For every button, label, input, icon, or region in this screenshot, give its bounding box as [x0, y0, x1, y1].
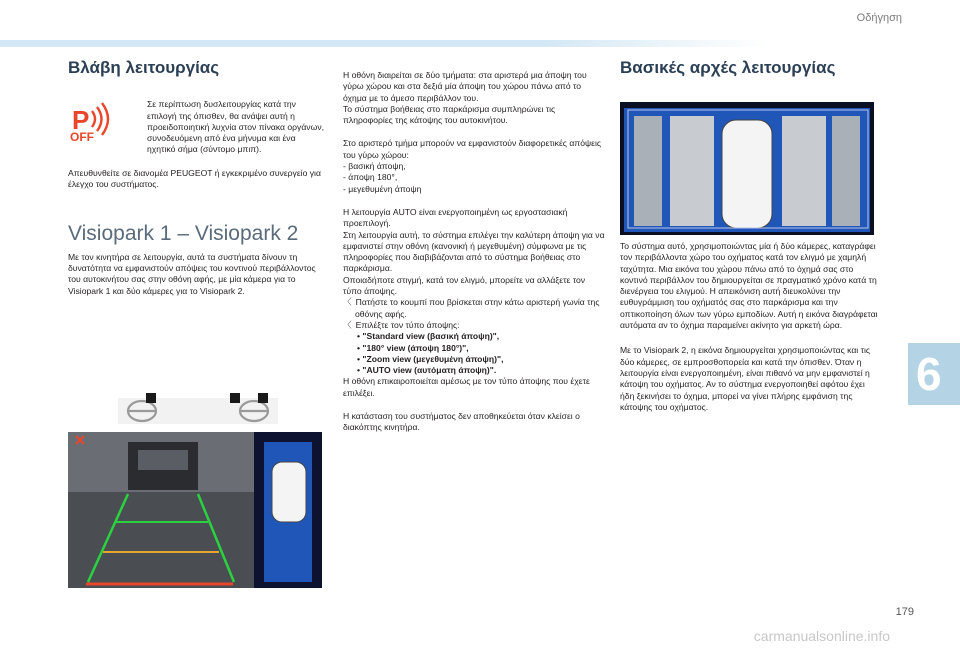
view-option: • "Zoom view (μεγεθυμένη άποψη)",	[357, 353, 504, 364]
off-label: OFF	[70, 130, 94, 145]
screen-split-text: Η οθόνη διαιρείται σε δύο τμήματα: στα αριστερά μια άποψη του γύρω χώρου και στα δεξιά μία άποψη του χώρου πάνω από το όχημα με το άμεσο περιβάλλον του.	[343, 70, 587, 103]
watermark: carmanualsonline.info	[753, 628, 890, 644]
visiopark-intro-text: Με τον κινητήρα σε λειτουργία, αυτά τα συστήματα δίνουν τη δυνατότητα να εμφανιστούν απόψεις του κοντινού περιβάλλοντος του αυτοκινήτου σας στην οθόνη αφής, με μία κάμερα για το Visiopark 1 και δύο κάμερες για το Visiopark 2.	[68, 251, 316, 296]
auto-mode-explanation-text: Στη λειτουργία αυτή, το σύστημα επιλέγει την καλύτερη άποψη για να εμφανιστεί στην οθόνη (κανονική ή μεγεθυμένη) σύμφωνα με τις πληροφορίες που διαβιβάζονται από το σύστημα βοήθειας στο παρκάρισμα.	[343, 229, 605, 274]
change-view-text: Οποιαδήποτε στιγμή, κατά τον ελιγμό, μπορείτε να αλλάξετε τον τύπο άποψης.	[343, 274, 586, 297]
header-bar	[0, 0, 960, 52]
view-list-item: - άποψη 180°,	[343, 172, 398, 183]
step-arrow-icon: 〈	[343, 319, 352, 330]
view-option-auto: "AUTO view (αυτόματη άποψη)".	[362, 365, 497, 376]
view-option: • "Standard view (βασική άποψη)",	[357, 331, 500, 342]
column-left	[68, 58, 326, 306]
step-press-button	[343, 297, 605, 320]
chapter-number: 6	[916, 348, 942, 400]
warning-text: Σε περίπτωση δυσλειτουργίας κατά την επιλογή της όπισθεν, θα ανάψει αυτή η προειδοποιητική λυχνία στον πίνακα οργάνων, συνοδευόμενη από ένα μήνυμα και ένα ηχητικό σήμα (σύντομο μπιπ).	[147, 99, 325, 155]
auto-mode-default-text: Η λειτουργία AUTO είναι ενεργοποιημένη ως εργοστασιακή προεπιλογή.	[343, 206, 568, 229]
park-assist-off-warning-icon	[68, 99, 123, 151]
view-option-180: "180° view (άποψη 180°)",	[362, 342, 469, 353]
state-not-saved-text: Η κατάσταση του συστήματος δεν αποθηκεύεται όταν κλείσει ο διακόπτης κινητήρα.	[343, 411, 580, 433]
view-option-zoom: "Zoom view (μεγεθυμένη άποψη)",	[362, 353, 504, 364]
section-header-label: Οδήγηση	[856, 12, 902, 24]
column-middle	[343, 70, 605, 443]
step-press-button-text: Πατήστε το κουμπί που βρίσκεται στην κάτω αριστερή γωνία της οθόνης αφής.	[355, 297, 600, 319]
screen-update-text: Η οθόνη επικαιροποιείται αμέσως με τον τύπο άποψης που έχετε επιλέξει.	[343, 376, 590, 398]
view-list	[343, 161, 605, 195]
operating-principles-title: Βασικές αρχές λειτουργίας	[620, 58, 836, 77]
park-assist-complements-text: Το σύστημα βοήθειας στο παρκάρισμα συμπληρώνει τις πληροφορίες της κάτοψης του αυτοκινήτου.	[343, 103, 556, 126]
step-arrow-icon: 〈	[343, 297, 352, 308]
visiopark-title: Visiopark 1 – Visiopark 2	[68, 222, 299, 246]
step-select-view-text: Επιλέξτε τον τύπο άποψης:	[355, 319, 460, 330]
top-view-parking-figure	[620, 102, 874, 235]
view-list-item: - βασική άποψη,	[343, 161, 406, 172]
left-views-intro: Στο αριστερό τμήμα μπορούν να εμφανιστούν διαφορετικές απόψεις του γύρω χώρου:	[343, 138, 602, 160]
visiopark2-description-text: Με το Visiopark 2, η εικόνα δημιουργείται χρησιμοποιώντας και τις δύο κάμερες, σε εμπροσθοπορεία και κατά την όπισθεν. Όταν η λειτουργία είναι ενεργοποιημένη, είναι πιθανό να μην εμφανιστεί η κάτοψη του οχήματος. Αν το σύστημα ενεργοποιηθεί αφότου έχει ήδη ξεκινήσει το όχημα, μπορεί να γίνει πλήρης εμφάνιση της κάτοψης του οχήματος.	[620, 345, 871, 412]
chapter-tab	[908, 343, 960, 405]
view-list-item: - μεγεθυμένη άποψη	[343, 183, 422, 194]
view-option-standard: "Standard view (βασική άποψη)",	[362, 331, 500, 342]
svg-text:P: P	[72, 105, 90, 136]
view-option: • "180° view (άποψη 180°)",	[357, 342, 469, 353]
column-right-body	[620, 241, 878, 422]
steering-wheel-camera-icons	[118, 392, 278, 426]
contact-dealer-text: Απευθυνθείτε σε διανομέα PEUGEOT ή εγκεκριμένο συνεργείο για έλεγχο του συστήματος.	[68, 167, 321, 190]
system-description-text: Το σύστημα αυτό, χρησιμοποιώντας μία ή δύο κάμερες, καταγράφει τον περιβάλλοντα χώρο του οχήματος κατά τον ελιγμό με χαμηλή ταχύτητα. Μια εικόνα του χώρου πάνω από το όχημά σας στο κοντινό περιβάλλον του δημιουργείται σε πραγματικό χρόνο κατά τη διενέργεια του ελιγμού. Η απεικόνιση αυτή διευκολύνει την ευθυγράμμιση του οχήματός σας στο παρκάρισμα και την οπτικοποίηση όλων των γύρω εμποδίων. Αυτή η εικόνα διαγράφεται αυτόματα αν το όχημα παραμείνει ακίνητο για αρκετή ώρα.	[620, 241, 878, 331]
warning-row	[68, 99, 326, 155]
page-number: 179	[895, 606, 914, 618]
view-option: • "AUTO view (αυτόματη άποψη)".	[357, 365, 497, 376]
step-select-view	[343, 320, 605, 331]
malfunction-title: Βλάβη λειτουργίας	[68, 58, 220, 77]
rear-camera-view-figure	[68, 432, 322, 588]
column-right	[620, 58, 878, 77]
header-band	[0, 40, 770, 47]
